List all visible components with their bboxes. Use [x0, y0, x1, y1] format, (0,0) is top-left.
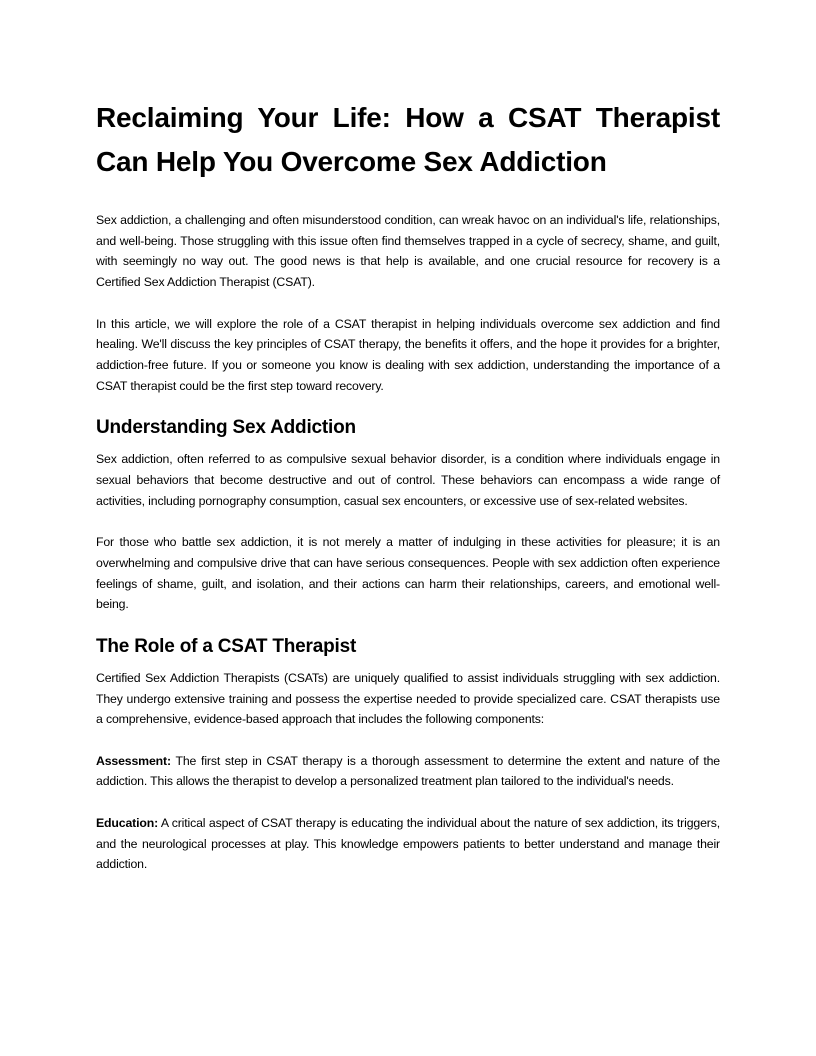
intro-paragraph-2: In this article, we will explore the role of a CSAT therapist in helping individuals overcome sex addiction and find healing. We'll discuss the key principles of CSAT therapy, the benefits it offers, and the hope it provides for a brighter, addiction-free future. If you or someone you know is dealing with sex addiction, understanding the importance of a CSAT therapist could be the first step toward recovery.: [96, 316, 720, 393]
spacer: [96, 660, 720, 668]
spacer: [96, 441, 720, 449]
assessment-item: [96, 751, 720, 792]
spacer: [96, 396, 720, 415]
document-page: [96, 96, 720, 875]
spacer: [96, 511, 720, 532]
assessment-text: The first step in CSAT therapy is a thorough assessment to determine the extent and nature of the addiction. This allows the therapist to develop a personalized treatment plan tailored to the individual's needs.: [96, 753, 720, 789]
section-heading-understanding: Understanding Sex Addiction: [96, 417, 356, 439]
section-heading-role: The Role of a CSAT Therapist: [96, 635, 357, 657]
spacer: [96, 792, 720, 813]
assessment-term: Assessment:: [96, 753, 171, 768]
role-paragraph-1: Certified Sex Addiction Therapists (CSATs) are uniquely qualified to assist individuals struggling with sex addiction. They undergo extensive training and possess the expertise needed to provide specialized care. CSAT therapists use a comprehensive, evidence-based approach that includes the following components:: [96, 670, 720, 727]
education-term: Education:: [96, 815, 159, 830]
spacer: [96, 730, 720, 751]
education-text: A critical aspect of CSAT therapy is educating the individual about the nature of sex addiction, its triggers, and the neurological processes at play. This knowledge empowers patients to better understand and manage their addiction.: [96, 815, 720, 872]
spacer: [96, 615, 720, 634]
understanding-paragraph-2: For those who battle sex addiction, it is not merely a matter of indulging in these activities for pleasure; it is an overwhelming and compulsive drive that can have serious consequences. People with sex addiction often experience feelings of shame, guilt, and isolation, and their actions can harm their relationships, careers, and emotional well-being.: [96, 535, 720, 612]
intro-paragraph-1: Sex addiction, a challenging and often misunderstood condition, can wreak havoc on an individual's life, relationships, and well-being. Those struggling with this issue often find themselves trapped in a cycle of secrecy, shame, and guilt, with seemingly no way out. The good news is that help is available, and one crucial resource for recovery is a Certified Sex Addiction Therapist (CSAT).: [96, 213, 720, 290]
article-title: Reclaiming Your Life: How a CSAT Therapist Can Help You Overcome Sex Addiction: [96, 102, 720, 177]
understanding-paragraph-1: Sex addiction, often referred to as compulsive sexual behavior disorder, is a condition where individuals engage in sexual behaviors that become destructive and out of control. These behaviors can encompass a wide range of activities, including pornography consumption, casual sex encounters, or excessive use of sex-related websites.: [96, 452, 720, 508]
education-item: [96, 813, 720, 875]
spacer: [96, 184, 720, 210]
spacer: [96, 293, 720, 314]
